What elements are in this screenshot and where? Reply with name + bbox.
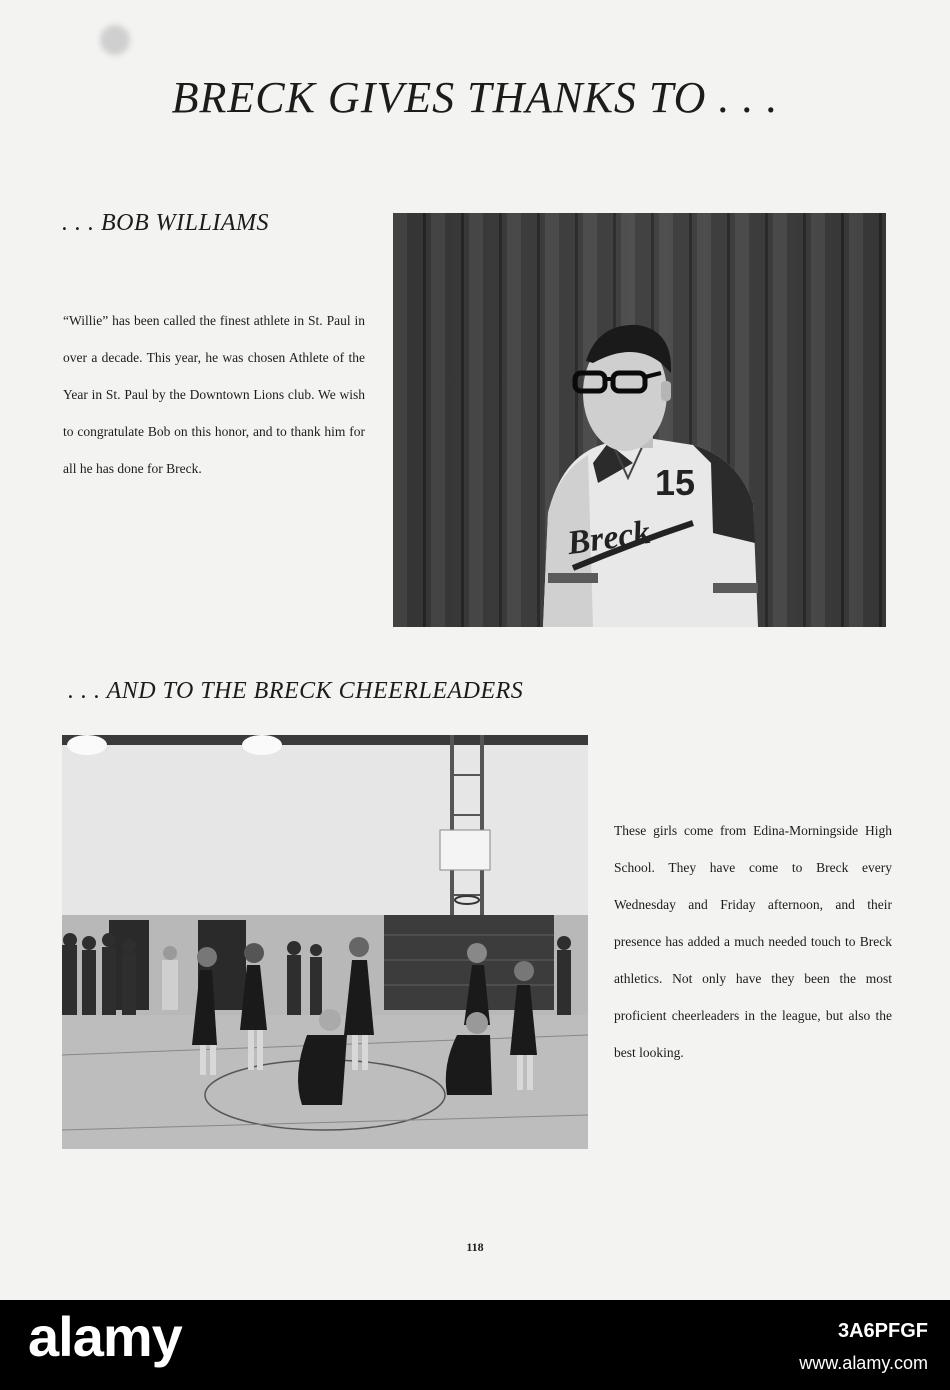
jersey-script: Breck [565, 513, 653, 563]
bob-williams-heading: . . . BOB WILLIAMS [62, 210, 269, 236]
image-meta [799, 1320, 928, 1374]
page-smudge [100, 25, 130, 55]
page-title: BRECK GIVES THANKS TO . . . [171, 73, 779, 122]
page-number: 118 [466, 1240, 484, 1254]
bob-williams-photo [393, 213, 886, 627]
jersey-number: 15 [655, 462, 696, 503]
cheerleaders-paragraph: These girls come from Edina-Morningside High School. They have come to Breck every Wednesday and Friday afternoon, and their presence has added a much needed touch to Breck athletics. Not only have they been the most proficient cheerleaders in the league, but also the best looking. [614, 823, 892, 1060]
cheerleaders-photo [62, 735, 588, 1149]
bob-williams-paragraph: “Willie” has been called the finest athlete in St. Paul in over a decade. This year, he was chosen Athlete of the Year in St. Paul by the Downtown Lions club. We wish to congratulate Bob on this honor, and to thank him for all he has done for Breck. [63, 313, 365, 476]
cheerleaders-heading: . . . AND TO THE BRECK CHEERLEADERS [68, 678, 524, 704]
site-url: www.alamy.com [799, 1353, 928, 1373]
alamy-logo: alamy [28, 1305, 182, 1368]
image-id: 3A6PFGF [837, 1320, 928, 1342]
